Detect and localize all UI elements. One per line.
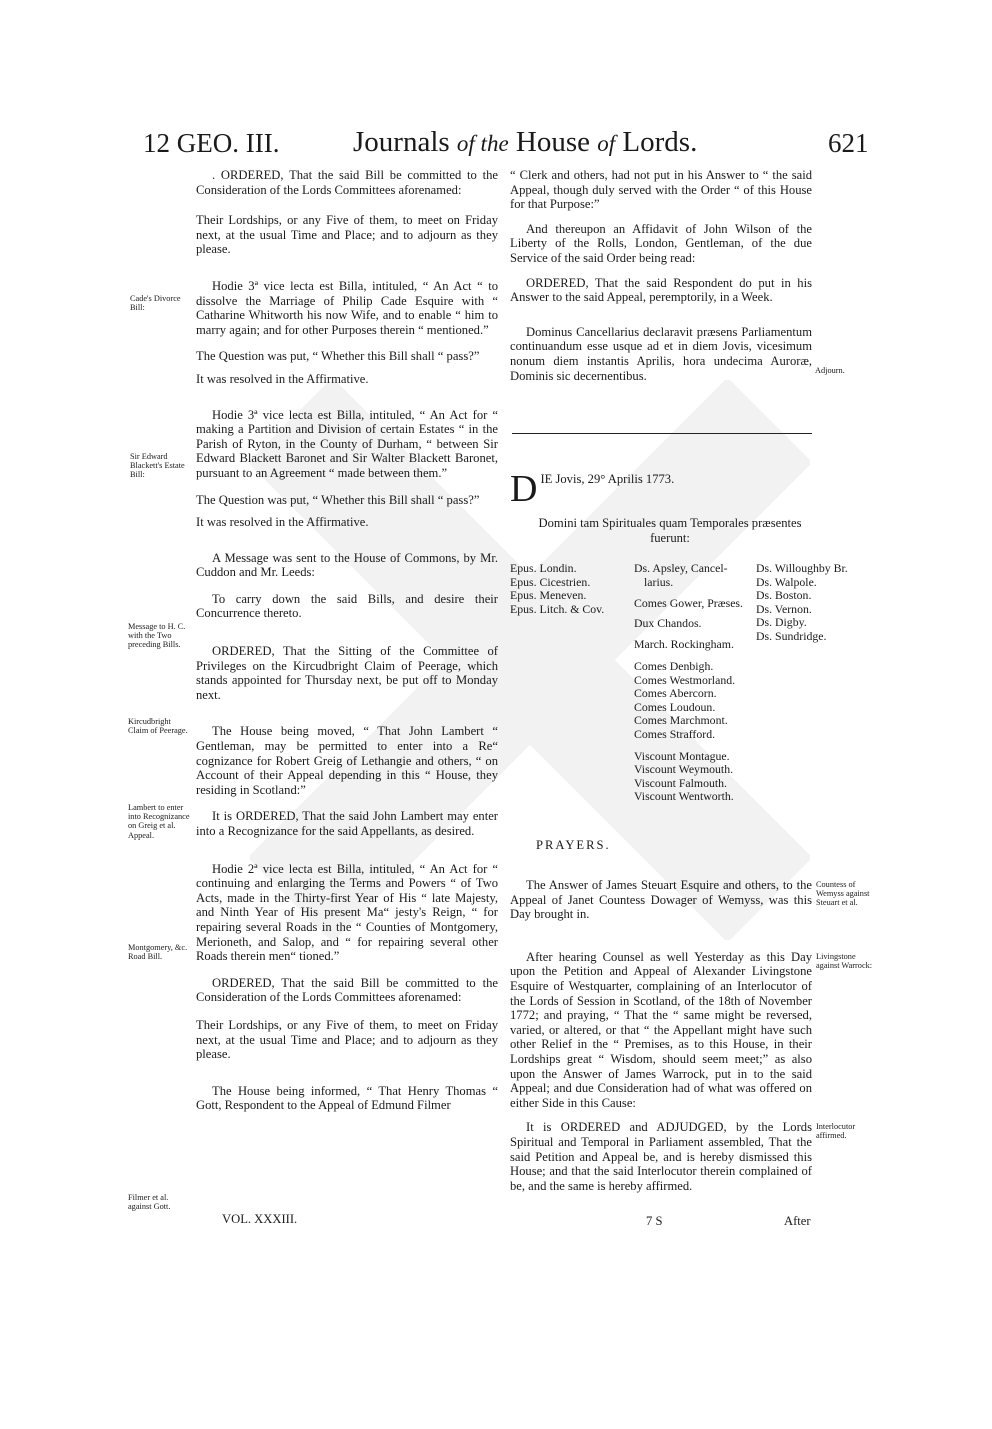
margin-note-filmer: Filmer et al. against Gott.: [128, 1193, 171, 1212]
member-name: Comes Denbigh.: [634, 658, 714, 673]
paragraph: Hodie 3ª vice lecta est Billa, intituled, “ An Act “ to dissolve the Marriage of Philip Cade Esquire with “ Catharine Whitworth his now Wife, and to enable “ him to marry again; and for other Purposes therein “ mentioned.”: [196, 278, 498, 337]
member-name: March. Rockingham.: [634, 637, 734, 652]
members-temporal-2: [756, 562, 848, 644]
paragraph: . ORDERED, That the said Bill be committed to the Consideration of the Lords Committees aforenamed:: [196, 168, 498, 197]
paragraph: It is ORDERED and ADJUDGED, by the Lords Spiritual and Temporal in Parliament assembled, That the said Petition and Appeal be, and is hereby dismissed this House; and that the said Interlocutor therein complained of be, and the same is hereby affirmed.: [510, 1120, 812, 1193]
member-name: Ds. Vernon.: [756, 601, 812, 616]
member-name: Ds. Apsley, Cancel-: [634, 561, 728, 575]
prayers-heading: PRAYERS.: [536, 838, 611, 852]
member-name: Ds. Sundridge.: [756, 628, 827, 643]
margin-note-livingstone: Livingstone against Warrock:: [816, 952, 873, 971]
member-name: larius.: [644, 574, 674, 589]
member-name: Comes Strafford.: [634, 726, 716, 741]
margin-note-blackett: Sir Edward Blackett's Estate Bill:: [130, 452, 185, 480]
paragraph: To carry down the said Bills, and desire their Concurrence thereto.: [196, 591, 498, 621]
title-word-4: of: [597, 131, 616, 156]
members-present-heading: Domini tam Spirituales quam Temporales præsentes fuerunt:: [538, 516, 802, 545]
member-name: Comes Gower, Præses.: [634, 596, 743, 611]
sitting-date: [510, 468, 812, 510]
paragraph: A Message was sent to the House of Commons, by Mr. Cuddon and Mr. Leeds:: [196, 550, 498, 580]
margin-note-interlocutor: Interlocutor affirmed.: [816, 1122, 856, 1141]
right-text-column-top: [510, 168, 812, 383]
member-name: Comes Westmorland.: [634, 672, 736, 687]
margin-note-kircudbright: Kircudbright Claim of Peerage.: [128, 717, 188, 736]
paragraph: “ Clerk and others, had not put in his Answer to “ the said Appeal, though duly served with the Order “ of this House for that Purpose:”: [510, 168, 812, 212]
right-text-column-bottom: [510, 878, 812, 1193]
member-name: Ds. Boston.: [756, 588, 812, 603]
drop-capital: D: [510, 468, 538, 510]
margin-note-lambert: Lambert to enter into Recognizance on Greig et al. Appeal.: [128, 803, 190, 840]
paragraph: ORDERED, That the said Respondent do put in his Answer to the said Appeal, peremptorily, in a Week.: [510, 275, 812, 305]
member-name: Epus. Londin.: [510, 561, 577, 575]
paragraph: ORDERED, That the said Bill be committed to the Consideration of the Lords Committees aforenamed:: [196, 975, 498, 1005]
paragraph: ORDERED, That the Sitting of the Committee of Privileges on the Kircudbright Claim of Peerage, which stands appointed for Thursday next, be put off to Monday next.: [196, 644, 498, 702]
member-name: Viscount Wentworth.: [634, 789, 734, 804]
volume-footer: VOL. XXXIII.: [222, 1212, 298, 1226]
paragraph: And thereupon an Affidavit of John Wilson of the Liberty of the Rolls, London, Gentleman, of the due Service of the said Order being read:: [510, 221, 812, 265]
catchword: After: [784, 1214, 811, 1228]
title-word-3: House: [515, 126, 591, 158]
member-name: Comes Marchmont.: [634, 713, 728, 728]
paragraph: Hodie 2ª vice lecta est Billa, intituled, “ An Act for “ continuing and enlarging the Terms and Powers “ of Two Acts, made in the Thirty-first Year of His “ late Majesty, and Ninth Year of His present Ma“ jesty's Reign, “ for repairing several Roads in the “ Counties of Montgomery, Merioneth, and Salop, and “ for repairing several other Roads therein men“ tioned.”: [196, 861, 498, 964]
member-name: Ds. Willoughby Br.: [756, 561, 848, 575]
running-head-left: 12 GEO. III.: [143, 128, 280, 158]
paragraph: It was resolved in the Affirmative.: [196, 515, 369, 530]
members-temporal-1: [634, 562, 743, 804]
paragraph: Their Lordships, or any Five of them, to meet on Friday next, at the usual Time and Place; and to adjourn as they please.: [196, 213, 498, 257]
member-name: Viscount Falmouth.: [634, 775, 728, 790]
member-name: Epus. Cicestrien.: [510, 574, 591, 589]
page-number: 621: [828, 128, 869, 158]
margin-note-message: Message to H. C. with the Two preceding Bills.: [128, 622, 186, 650]
paragraph: The House being moved, “ That John Lambert “ Gentleman, may be permitted to enter into a Re“ cognizance for Robert Greig of Lethangie and others, “ on Account of their Appeal depending in this “ House, they residing in Scotland:”: [196, 724, 498, 797]
paragraph: Hodie 3ª vice lecta est Billa, intituled, “ An Act for “ making a Partition and Division of certain Estates “ in the Parish of Ryton, in the County of Durham, “ between Sir Edward Blackett Baronet and Sir Walter Blackett Baronet, pursuant to an Agreement “ made between them.”: [196, 407, 498, 480]
paragraph: It was resolved in the Affirmative.: [196, 371, 369, 386]
date-line: IE Jovis, 29° Aprilis 1773.: [540, 472, 675, 486]
margin-note-cade: Cade's Divorce Bill:: [130, 294, 181, 313]
paragraph: Their Lordships, or any Five of them, to meet on Friday next, at the usual Time and Place; and to adjourn as they please.: [196, 1017, 498, 1062]
member-name: Epus. Meneven.: [510, 588, 587, 603]
member-name: Ds. Digby.: [756, 615, 807, 630]
paragraph: Dominus Cancellarius declaravit præsens Parliamentum continuandum esse usque ad et in diem Jovis, vicesimum nonum diem instantis Aprilis, hora undecima Auroræ, Dominis sic decernentibus.: [510, 324, 812, 383]
margin-note-wemyss: Countess of Wemyss against Steuart et al.: [816, 880, 870, 908]
title-word-1: Journals: [353, 126, 450, 158]
member-name: Viscount Montague.: [634, 748, 730, 763]
paragraph: The Answer of James Steuart Esquire and others, to the Appeal of Janet Countess Dowager of Wemyss, was this Day brought in.: [510, 878, 812, 922]
member-name: Comes Abercorn.: [634, 686, 717, 701]
members-spiritual: [510, 562, 604, 616]
paragraph: The Question was put, “ Whether this Bill shall “ pass?”: [196, 349, 480, 364]
member-name: Viscount Weymouth.: [634, 762, 734, 777]
paragraph: It is ORDERED, That the said John Lambert may enter into a Recognizance for the said Appellants, as desired.: [196, 809, 498, 838]
margin-note-montgomery: Montgomery, &c. Road Bill.: [128, 943, 188, 962]
title-word-2: of the: [456, 131, 509, 156]
section-rule: [512, 433, 812, 434]
signature-mark: 7 S: [646, 1214, 663, 1228]
member-name: Comes Loudoun.: [634, 699, 716, 714]
member-name: Epus. Litch. & Cov.: [510, 601, 605, 616]
running-head-title: [353, 126, 697, 159]
member-name: Dux Chandos.: [634, 615, 702, 630]
paragraph: The Question was put, “ Whether this Bill shall “ pass?”: [196, 492, 480, 507]
margin-note-adjourn: Adjourn.: [815, 366, 845, 375]
left-text-column: [196, 168, 498, 1113]
member-name: Ds. Walpole.: [756, 574, 817, 589]
paragraph: The House being informed, “ That Henry Thomas “ Gott, Respondent to the Appeal of Edmund Filmer: [196, 1083, 498, 1113]
title-word-5: Lords.: [622, 126, 698, 158]
paragraph: After hearing Counsel as well Yesterday as this Day upon the Petition and Appeal of Alexander Livingstone Esquire of Westquarter, complaining of an Interlocutor of the Lords of Session in Scotland, of the 18th of November 1772; and praying, “ That the “ same might be reversed, varied, or altered, or that “ the Appellant might have such other Relief in the “ Premises, as to this House, in their Lordships great “ Wisdom, should seem meet;” as also upon the Answer of James Warrock, put in to the said Appeal; and due Consideration had of what was offered on either Side in this Cause:: [510, 949, 812, 1110]
